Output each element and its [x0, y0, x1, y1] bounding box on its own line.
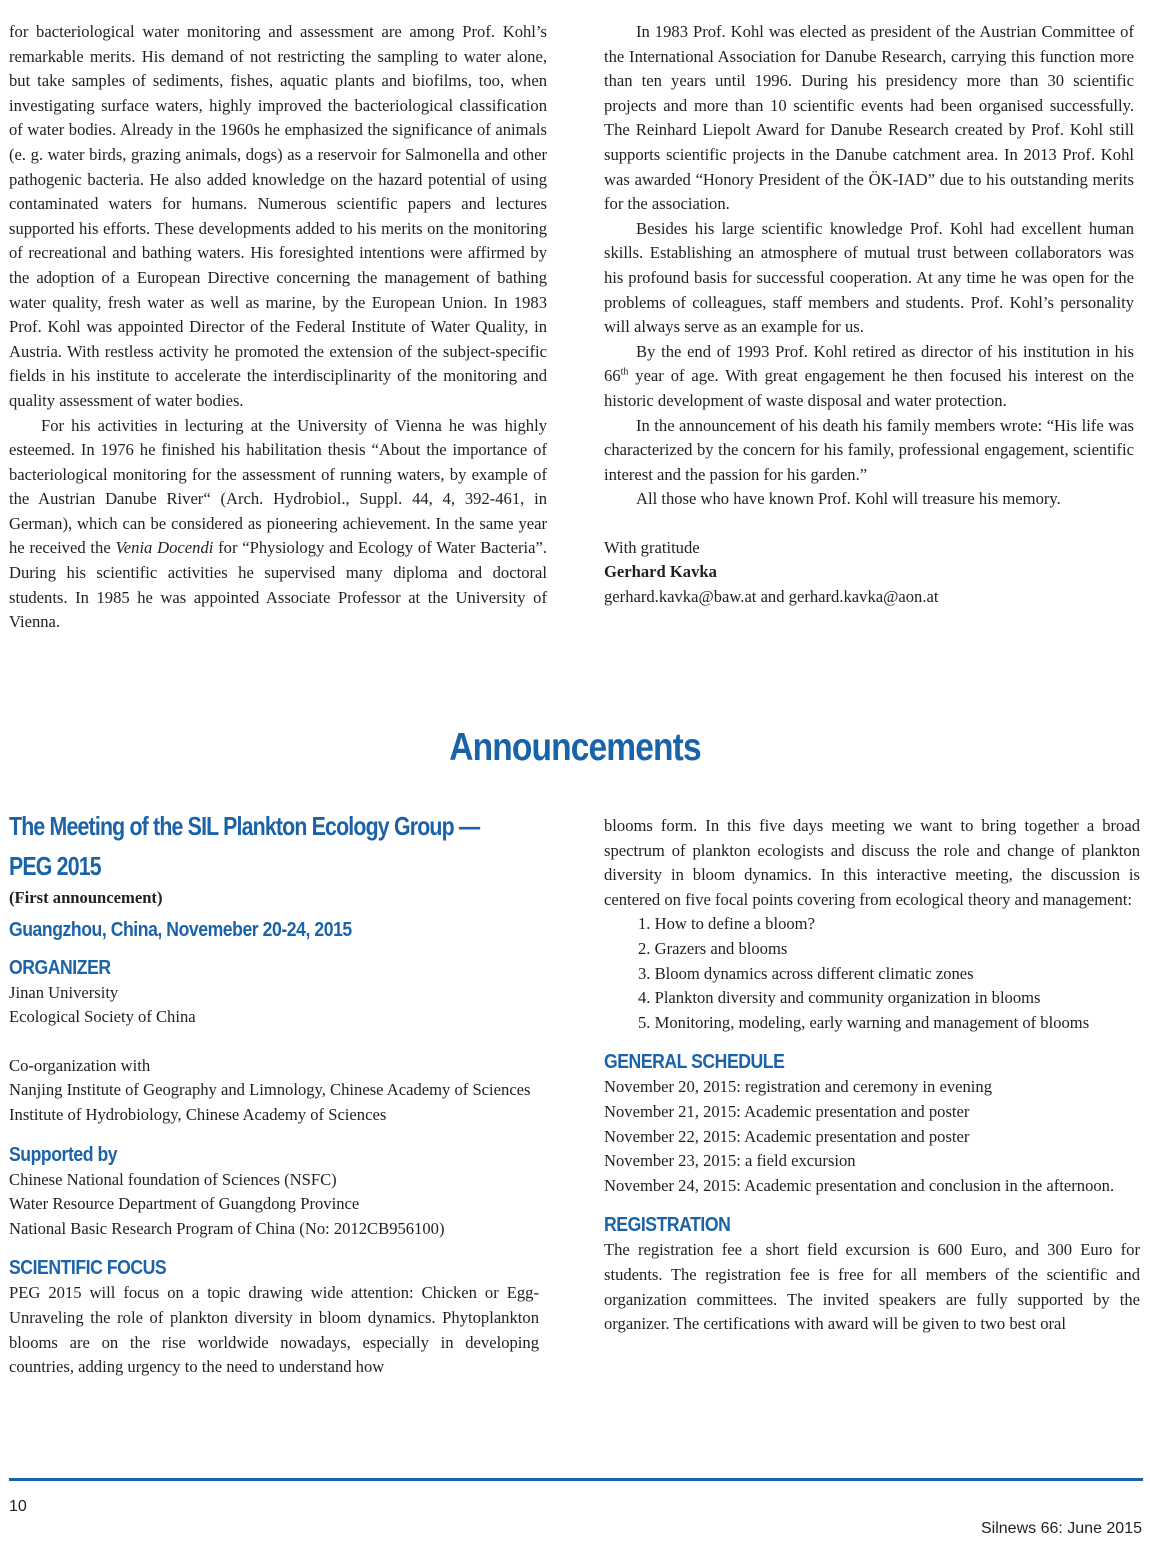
obituary-column-left: [9, 20, 547, 635]
scientific-focus-text: PEG 2015 will focus on a topic drawing wide attention: Chicken or Egg- Unraveling the role of plankton diversity in bloom dynamics. Phytoplankton blooms are on the rise worldwide nowadays, especially in developing countries, adding urgency to the need to understand how: [9, 1283, 539, 1377]
meeting-title-line-1: The Meeting of the SIL Plankton Ecology Group —: [9, 811, 480, 841]
scientific-focus-continued: blooms form. In this five days meeting we want to bring together a broad spectrum of plankton ecologists and discuss the role and change of plankton diversity in bloom dynamics. In this interactive meeting, the discussion is centered on five focal points covering from ecological theory and management:: [604, 816, 1140, 909]
signature-email: gerhard.kavka@baw.at and gerhard.kavka@aon.at: [604, 587, 939, 607]
meeting-title: [9, 806, 534, 886]
focal-point-item: 3. Bloom dynamics across different climatic zones: [638, 963, 974, 983]
first-announcement-label: (First announcement): [9, 888, 163, 907]
obituary-paragraph-1: for bacteriological water monitoring and assessment are among Prof. Kohl’s remarkable merits. His demand of not restricting the sampling to water alone, but take samples of sediments, fishes, aquatic plants and biofilms, too, when investigating surface waters, highly improved the bacteriological classification of water bodies. Already in the 1960s he emphasized the significance of animals (e. g. water birds, grazing animals, dogs) as a reservoir for Salmonella and other pathogenic bacteria. He also added knowledge on the hazard potential of using contaminated waters for humans. Numerous scientific papers and lectures supported his efforts. These developments added to his merits on the monitoring of recreational and bathing waters. His foresighted intentions were affirmed by the adoption of a European Directive concerning the management of bathing water quality, fresh water as well as marine, by the European Union. In 1983 Prof. Kohl was appointed Director of the Federal Institute of Water Quality, in Austria. With restless activity he promoted the extension of the subject-specific fields in his institute to accelerate the interdisciplinarity of the monitoring and quality assessment of water bodies.: [9, 22, 547, 410]
announcements-heading: Announcements: [449, 726, 701, 769]
obituary-paragraph-3: In 1983 Prof. Kohl was elected as president of the Austrian Committee of the International Association for Danube Research, carrying this function more than ten years until 1996. During his presidency more than 30 scientific projects and more than 10 scientific events had been organised successfully. The Reinhard Liepolt Award for Danube Research created by Prof. Kohl still supports scientific projects in the Danube catchment area. In 2013 Prof. Kohl was awarded “Honory President of the ÖK-IAD” due to his outstanding merits for the association.: [604, 22, 1134, 214]
general-schedule-heading: GENERAL SCHEDULE: [604, 1051, 785, 1074]
issue-label: Silnews 66: June 2015: [981, 1520, 1142, 1537]
page-number: 10: [9, 1498, 27, 1515]
registration-text: The registration fee a short field excursion is 600 Euro, and 300 Euro for students. The registration fee is free for all members of the scientific and organization committees. The invited speakers are fully supported by the organizer. The certifications with award will be given to two best oral: [604, 1240, 1140, 1334]
footer-rule: [9, 1478, 1143, 1481]
obituary-paragraph-4: Besides his large scientific knowledge Prof. Kohl had excellent human skills. Establishing an atmosphere of mutual trust between collaborators was his profound basis for successful cooperation. At any time he was open for the problems of colleagues, staff members and students. Prof. Kohl’s personality will always serve as an example for us.: [604, 218, 1134, 337]
focal-point-item: 1. How to define a bloom?: [638, 914, 815, 934]
focal-point-item: 4. Plankton diversity and community organization in blooms: [638, 988, 1041, 1008]
organizer-heading: ORGANIZER: [9, 956, 111, 979]
schedule-item: November 22, 2015: Academic presentation and poster: [604, 1126, 970, 1146]
meeting-column-right: [604, 814, 1140, 1337]
focal-points-list: [604, 912, 1140, 1035]
obituary-paragraph-5-part-a: By the end of 1993 Prof. Kohl retired as director of his institution in his 66: [604, 341, 1134, 386]
co-organization-label: Co-organization with: [9, 1055, 151, 1075]
focal-point-item: 5. Monitoring, modeling, early warning and management of blooms: [638, 1012, 1090, 1032]
obituary-column-right: [604, 20, 1134, 610]
supported-by-heading: Supported by: [9, 1143, 118, 1166]
registration-heading: REGISTRATION: [604, 1214, 731, 1237]
supporter-item: National Basic Research Program of China (No: 2012CB956100): [9, 1218, 445, 1238]
focal-point-item: 2. Grazers and blooms: [638, 938, 788, 958]
schedule-item: November 23, 2015: a field excursion: [604, 1151, 856, 1171]
co-organizer-item: Nanjing Institute of Geography and Limnology, Chinese Academy of Sciences: [9, 1080, 531, 1100]
meeting-venue: Guangzhou, China, Novemeber 20-24, 2015: [9, 918, 352, 941]
meeting-column-left: [9, 806, 539, 1380]
supporter-item: Water Resource Department of Guangdong Province: [9, 1194, 360, 1214]
venia-docendi-term: Venia Docendi: [115, 538, 214, 558]
ordinal-suffix: th: [620, 366, 629, 378]
scientific-focus-heading: SCIENTIFIC FOCUS: [9, 1257, 167, 1280]
co-organizer-item: Institute of Hydrobiology, Chinese Academy of Sciences: [9, 1104, 387, 1124]
schedule-item: November 24, 2015: Academic presentation and conclusion in the afternoon.: [604, 1175, 1115, 1195]
signature-thanks: With gratitude: [604, 537, 700, 557]
supporter-item: Chinese National foundation of Sciences (NSFC): [9, 1169, 337, 1189]
obituary-paragraph-6: In the announcement of his death his family members wrote: “His life was characterized by the concern for his family, professional engagement, scientific interest and the passion for his garden.”: [604, 415, 1134, 484]
obituary-paragraph-7: All those who have known Prof. Kohl will treasure his memory.: [636, 489, 1061, 509]
organizer-item: Jinan University: [9, 982, 119, 1002]
organizer-item: Ecological Society of China: [9, 1007, 196, 1027]
schedule-item: November 20, 2015: registration and ceremony in evening: [604, 1077, 993, 1097]
meeting-title-line-2: PEG 2015: [9, 851, 101, 881]
schedule-item: November 21, 2015: Academic presentation and poster: [604, 1101, 970, 1121]
obituary-paragraph-2-part-a: For his activities in lecturing at the University of Vienna he was highly esteemed. In 1976 he finished his habilitation thesis “About the importance of bacteriological monitoring for the assessment of running waters, by example of the Austrian Danube River“ (Arch. Hydrobiol., Suppl. 44, 4, 392-461, in German), which can be considered as pioneering achievement. In the same year he received the: [9, 415, 547, 558]
obituary-paragraph-2-part-b: for “Physiology and Ecology of Water Bacteria”. During his scientific activities he supervised many diploma and doctoral students. In 1985 he was appointed Associate Professor at the University of Vienna.: [9, 538, 548, 632]
signature-name: Gerhard Kavka: [604, 562, 717, 582]
obituary-paragraph-5-part-b: year of age. With great engagement he then focused his interest on the historic development of waste disposal and water protection.: [604, 366, 1134, 410]
obituary-paragraph-2: [9, 414, 547, 635]
obituary-paragraph-5: [604, 340, 1134, 414]
